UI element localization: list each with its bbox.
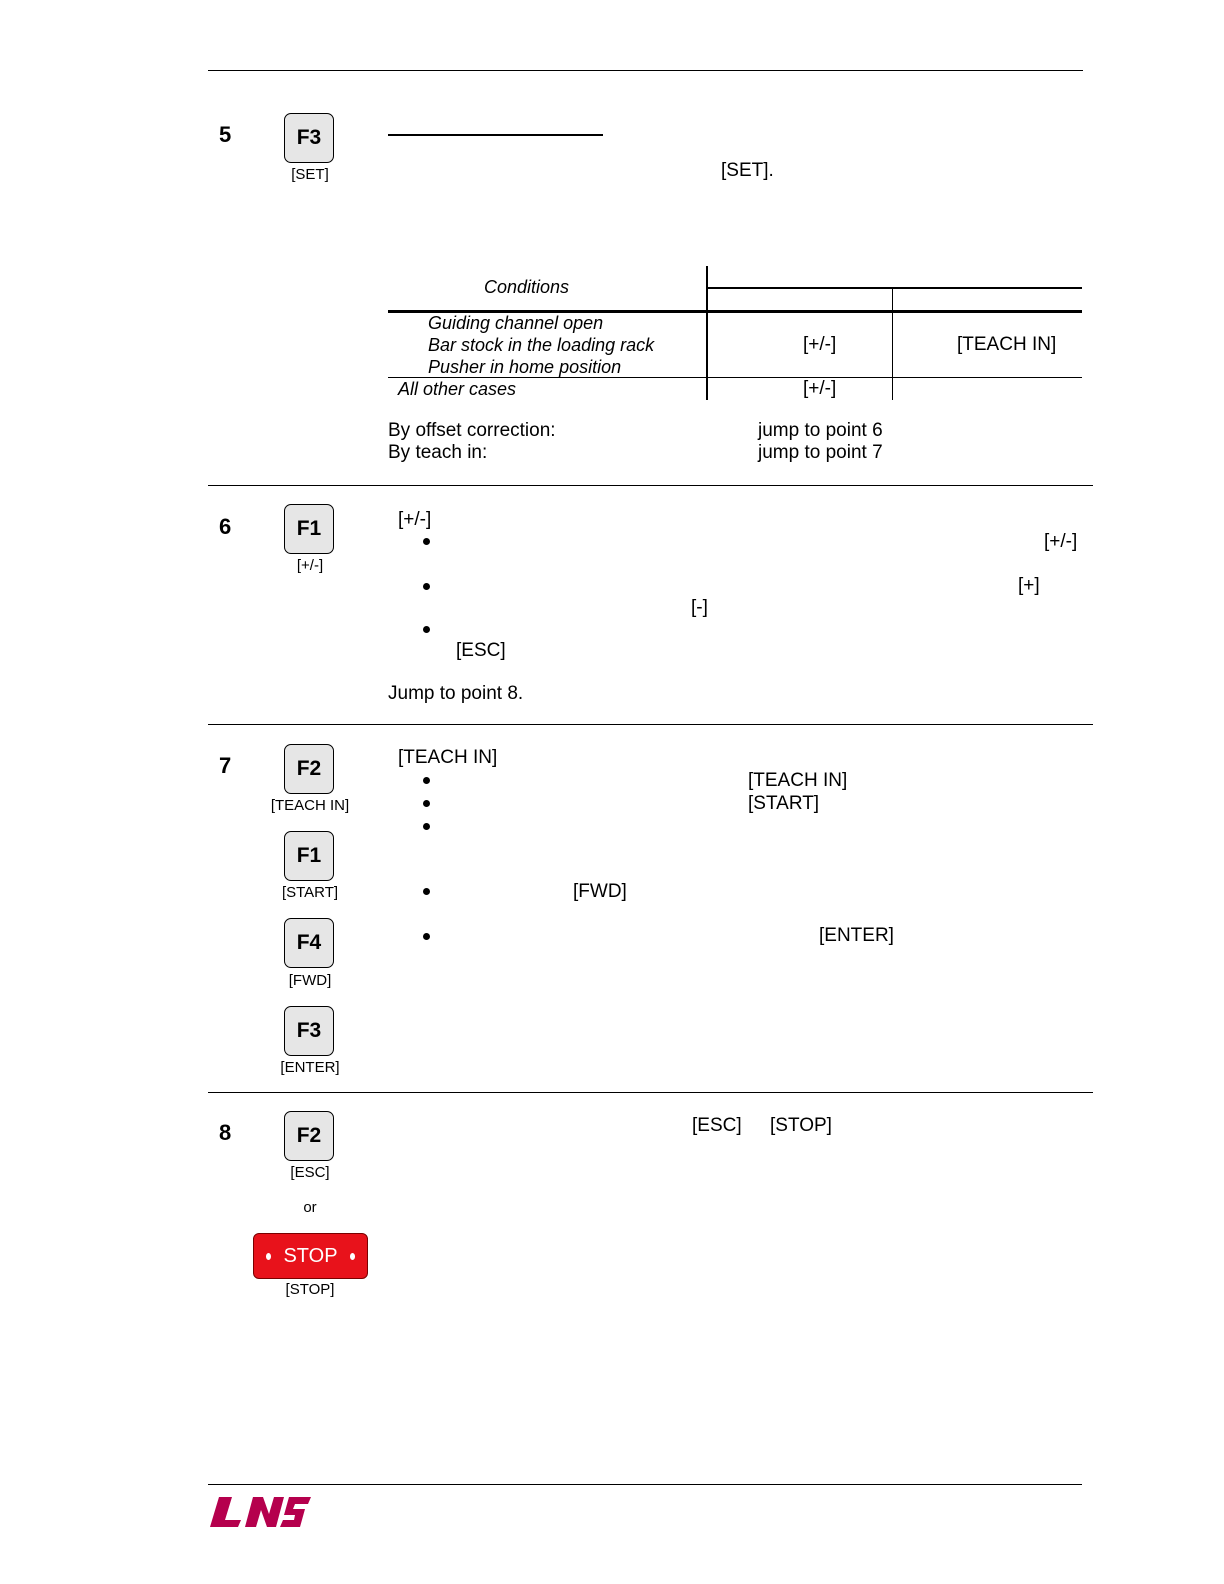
inline-key: [ESC] — [692, 1115, 742, 1136]
table-rule — [388, 377, 1082, 378]
section-rule — [208, 1092, 1093, 1093]
inline-key: [+] — [1018, 575, 1040, 596]
condition: Pusher in home position — [428, 357, 622, 377]
table-divider — [892, 288, 893, 400]
f3-key: F3 — [284, 113, 334, 163]
table-cell: [TEACH IN] — [957, 334, 1057, 355]
key-label: [START] — [281, 884, 339, 901]
table-cell: [+/-] — [803, 334, 837, 355]
f2-key: F2 — [284, 1111, 334, 1161]
teach-jump: jump to point 7 — [758, 442, 883, 463]
bullet — [423, 626, 430, 633]
inline-key: [ESC] — [456, 640, 506, 661]
table-cell: [+/-] — [803, 378, 837, 399]
inline-key: [STOP] — [770, 1115, 832, 1136]
condition: Bar stock in the loading rack — [428, 335, 655, 355]
bullet — [423, 823, 430, 830]
f3-key: F3 — [284, 1006, 334, 1056]
step-number: 5 — [219, 122, 232, 147]
jump-text: Jump to point 8. — [388, 683, 524, 704]
f1-key: F1 — [284, 831, 334, 881]
logo-letter-s — [280, 1497, 311, 1527]
inline-key: [+/-] — [1044, 531, 1078, 552]
inline-key: [ENTER] — [819, 925, 894, 946]
inline-key: [TEACH IN] — [748, 770, 848, 791]
inline-key: [START] — [748, 793, 820, 814]
logo-letter-n — [245, 1497, 284, 1527]
key-label: [TEACH IN] — [270, 797, 350, 814]
lns-logo — [207, 1494, 317, 1530]
step-heading: [TEACH IN] — [398, 747, 498, 768]
key-label: [SET] — [291, 166, 329, 183]
step-number: 6 — [219, 514, 232, 539]
header-rule — [208, 70, 1083, 71]
section-rule — [208, 724, 1093, 725]
key-label: [+/-] — [296, 557, 324, 574]
offset-jump: jump to point 6 — [758, 420, 883, 441]
f4-key: F4 — [284, 918, 334, 968]
condition: All other cases — [398, 379, 517, 399]
dot-icon — [350, 1253, 355, 1260]
key-label: [FWD] — [288, 972, 332, 989]
section-rule — [208, 485, 1093, 486]
or-text: or — [303, 1199, 317, 1216]
dot-icon — [266, 1253, 271, 1260]
key-label: [STOP] — [285, 1281, 335, 1298]
key-label: [ENTER] — [280, 1059, 340, 1076]
bullet — [423, 800, 430, 807]
inline-key: [-] — [691, 597, 708, 618]
step-number: 7 — [219, 753, 232, 778]
table-rule — [708, 287, 1082, 289]
footer-rule — [208, 1484, 1082, 1485]
f1-key: F1 — [284, 504, 334, 554]
bullet — [423, 583, 430, 590]
bullet — [423, 933, 430, 940]
bullet — [423, 777, 430, 784]
key-label: [ESC] — [290, 1164, 330, 1181]
stop-text: STOP — [283, 1244, 338, 1267]
stop-button-image — [253, 1233, 368, 1279]
step-heading: [+/-] — [398, 509, 432, 530]
blank-underline — [388, 134, 603, 136]
bullet — [423, 888, 430, 895]
lns-logo-graphic — [207, 1494, 317, 1530]
teach-label: By teach in: — [388, 442, 488, 463]
set-text: [SET]. — [721, 160, 774, 181]
offset-label: By offset correction: — [388, 420, 556, 441]
inline-key: [FWD] — [573, 881, 627, 902]
table-header-conditions: Conditions — [484, 277, 570, 297]
bullet — [423, 538, 430, 545]
logo-letter-l — [210, 1497, 241, 1527]
condition: Guiding channel open — [428, 313, 604, 333]
step-number: 8 — [219, 1120, 232, 1145]
f2-key: F2 — [284, 744, 334, 794]
